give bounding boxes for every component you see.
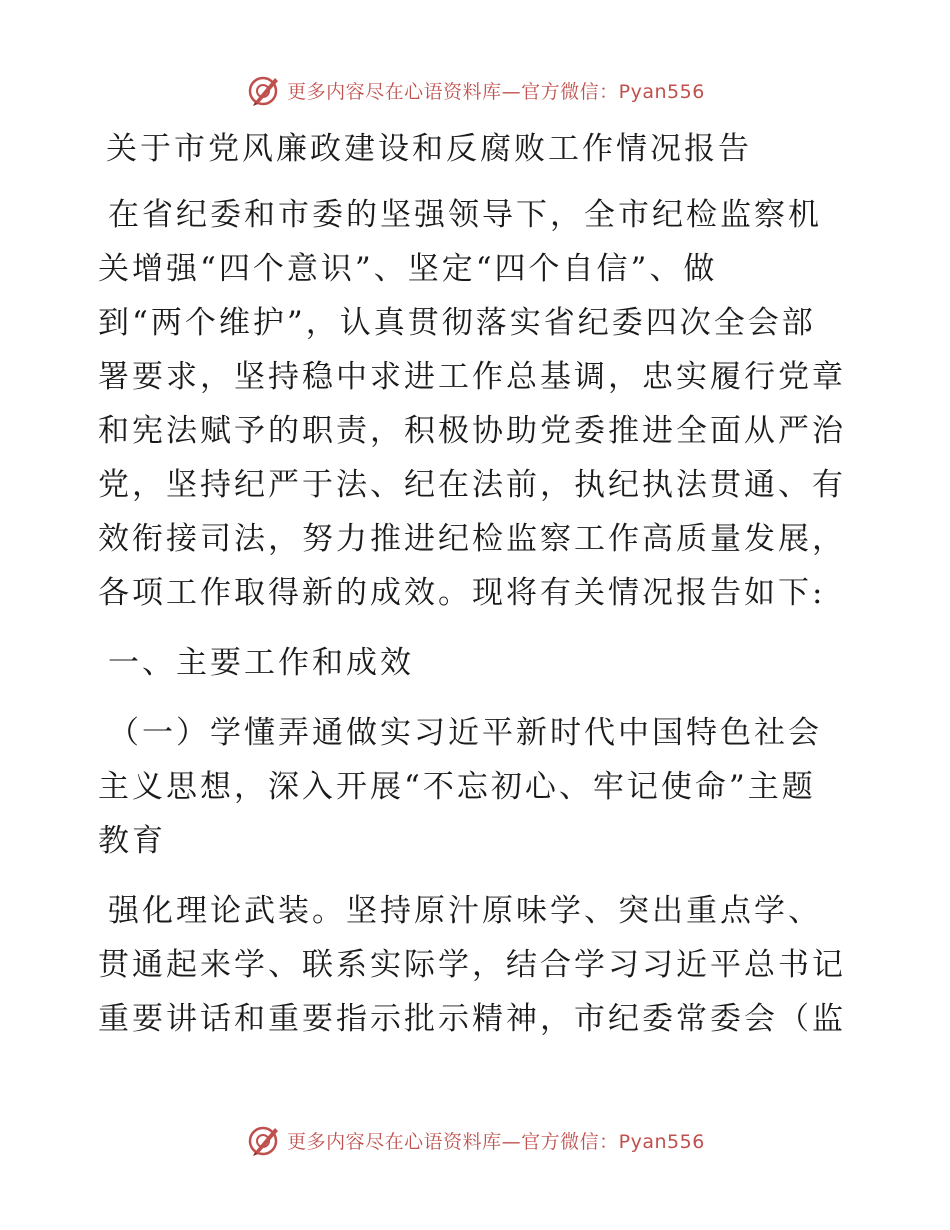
text-line: 在省纪委和市委的坚强领导下，全市纪检监察机	[108, 197, 822, 233]
text-line: 关增强“四个意识”、坚定“四个自信”、做	[98, 251, 718, 287]
text-line: 主义思想，深入开展“不忘初心、牢记使命”主题	[98, 769, 816, 805]
document-body	[98, 122, 850, 1046]
text-line: 各项工作取得新的成效。现将有关情况报告如下:	[98, 575, 826, 611]
header-banner	[0, 70, 950, 110]
text-line: 署要求，坚持稳中求进工作总基调，忠实履行党章	[98, 359, 846, 395]
text-line: 党，坚持纪严于法、纪在法前，执纪执法贯通、有	[98, 467, 846, 503]
text-line: 教育	[98, 823, 166, 859]
body-paragraph	[98, 884, 850, 1046]
pen-logo-icon	[245, 1122, 281, 1158]
text-line: 和宪法赋予的职责，积极协助党委推进全面从严治	[98, 413, 846, 449]
text-line: 强化理论武装。坚持原汁原味学、突出重点学、	[108, 893, 822, 929]
text-line: （一）学懂弄通做实习近平新时代中国特色社会	[108, 715, 822, 751]
section-heading: 一、主要工作和成效	[108, 645, 414, 681]
header-banner-text: 更多内容尽在心语资料库—官方微信：Pyan556	[287, 80, 705, 103]
text-line: 到“两个维护”，认真贯彻落实省纪委四次全会部	[98, 305, 816, 341]
footer-banner	[0, 1120, 950, 1160]
text-line: 效衔接司法，努力推进纪检监察工作高质量发展，	[98, 521, 846, 557]
footer-banner-text: 更多内容尽在心语资料库—官方微信：Pyan556	[287, 1130, 705, 1153]
intro-paragraph	[98, 188, 850, 620]
text-line: 贯通起来学、联系实际学，结合学习习近平总书记	[98, 947, 846, 983]
subsection-heading	[98, 706, 850, 868]
document-title: 关于市党风廉政建设和反腐败工作情况报告	[106, 131, 752, 167]
pen-logo-icon	[245, 72, 281, 108]
text-line: 重要讲话和重要指示批示精神，市纪委常委会（监	[98, 1001, 846, 1037]
